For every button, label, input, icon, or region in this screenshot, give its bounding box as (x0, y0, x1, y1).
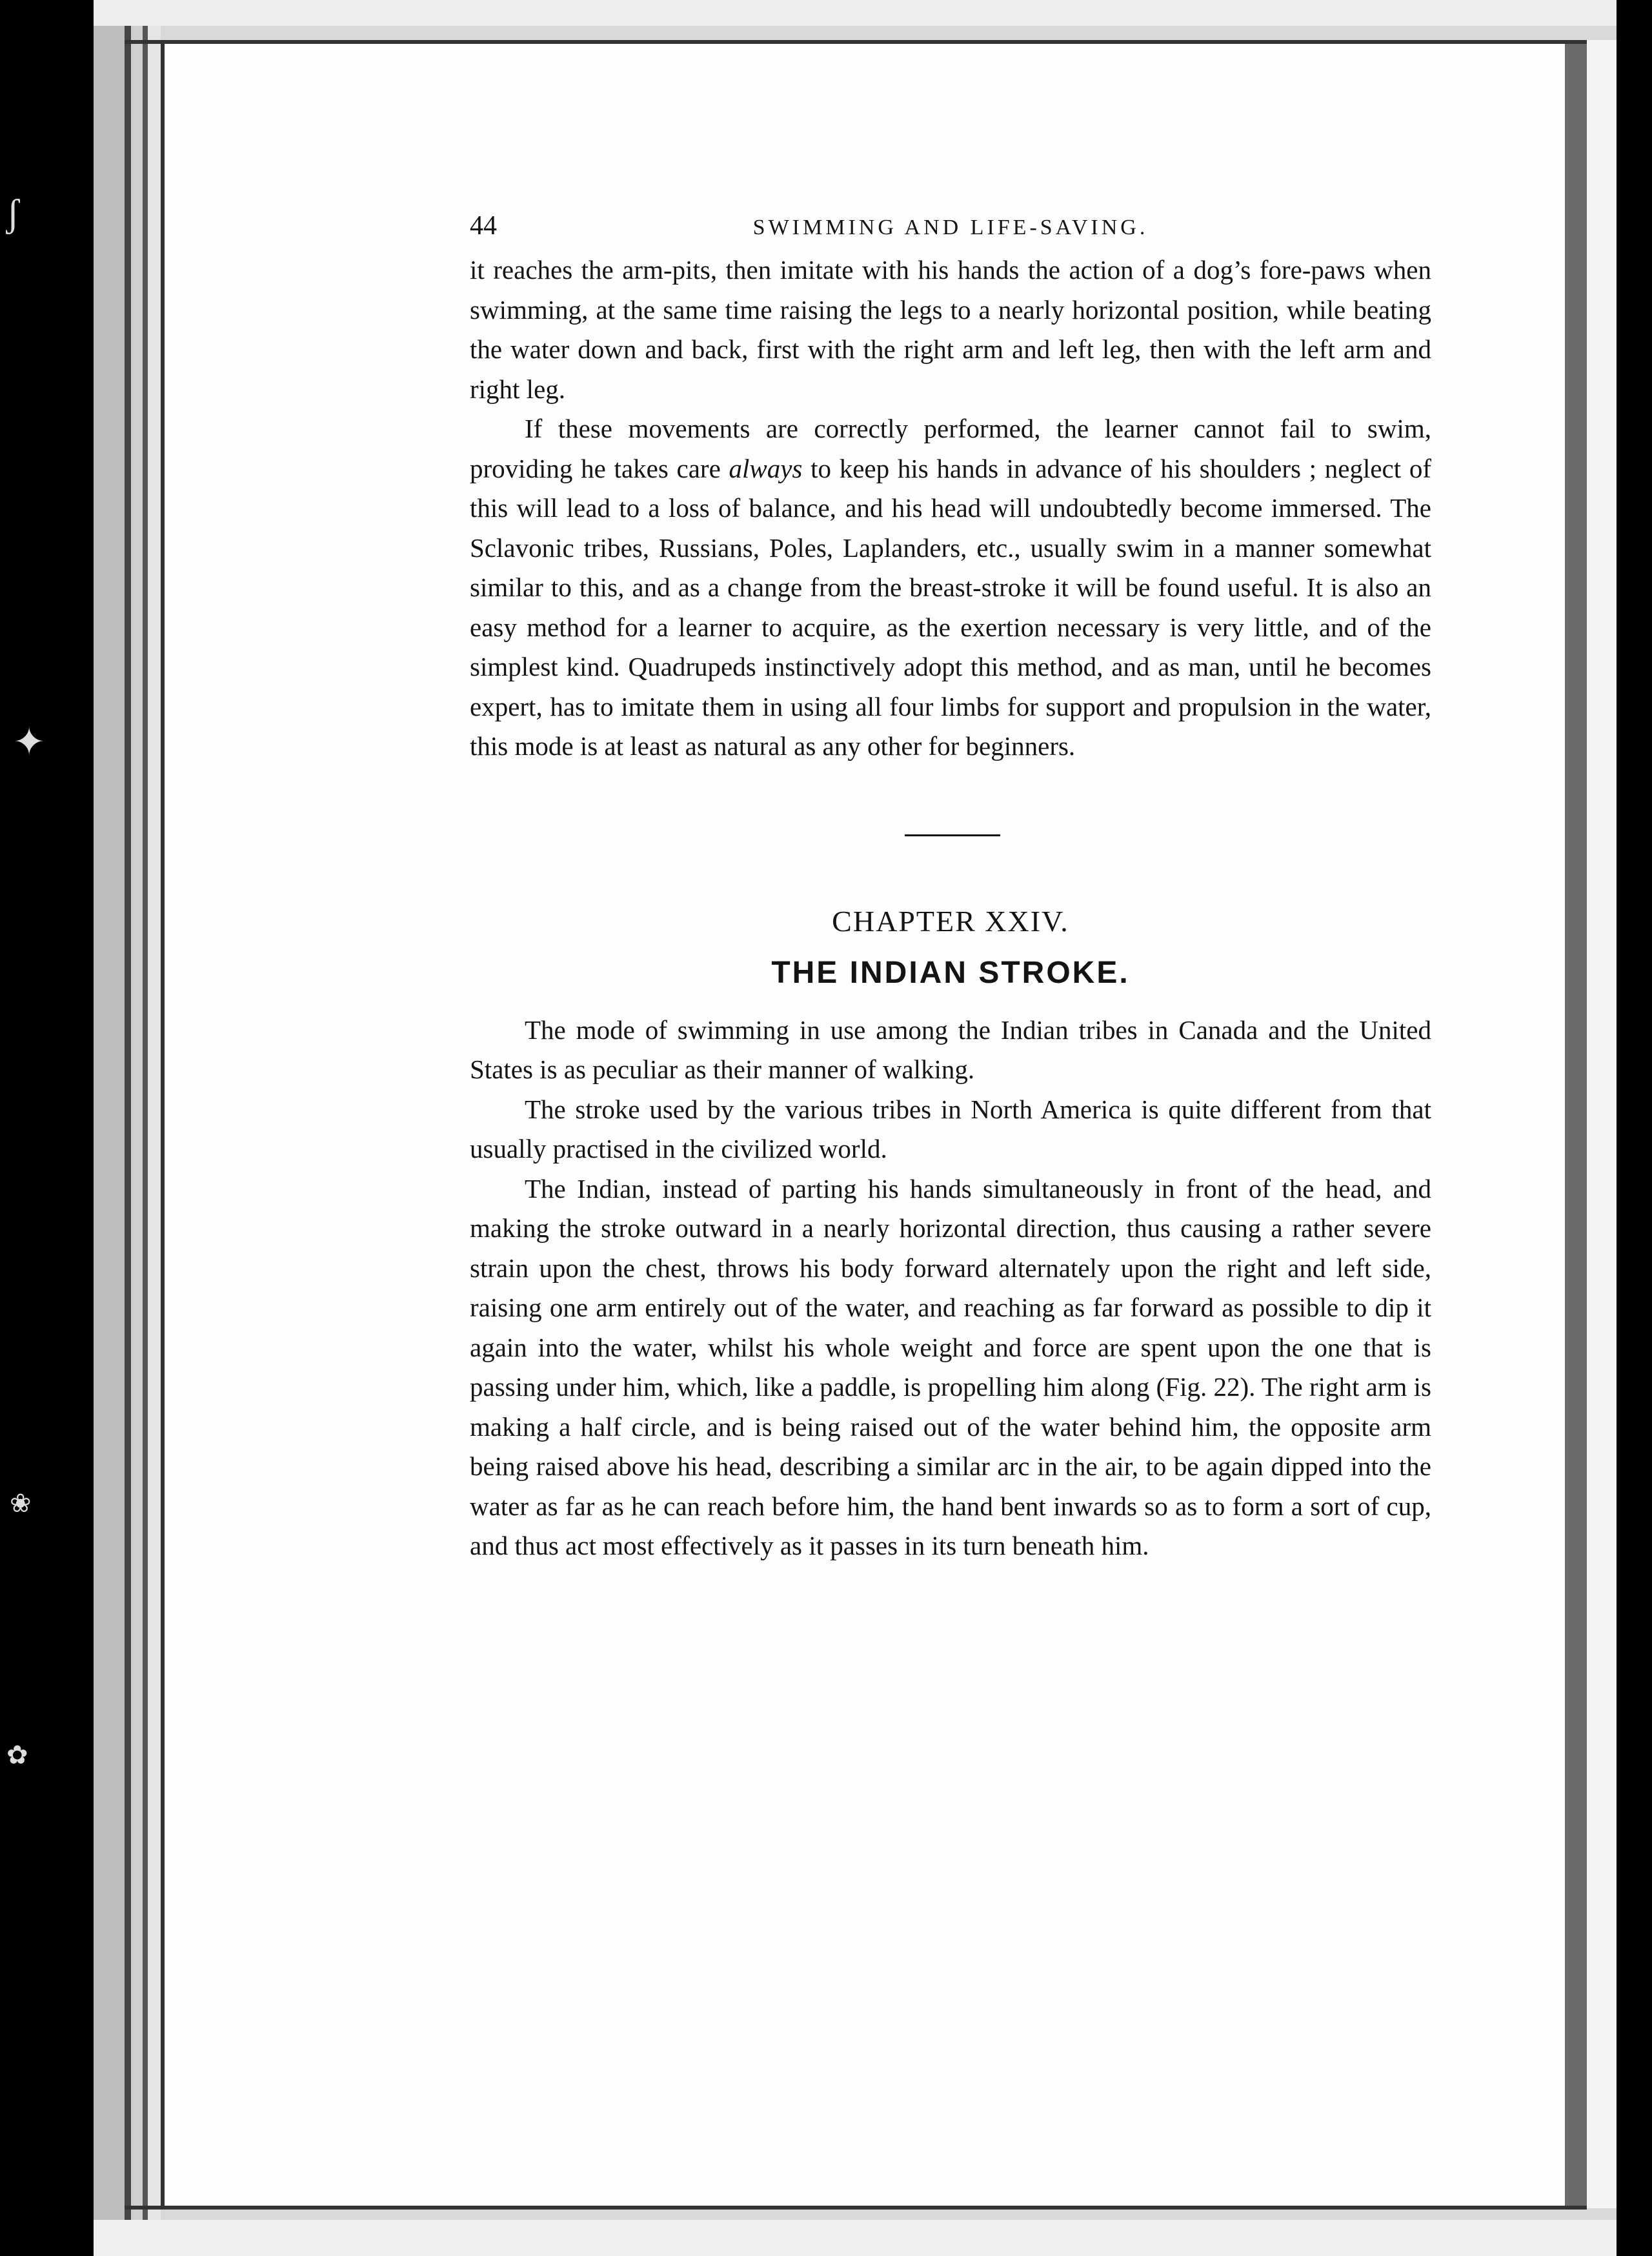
page-number: 44 (470, 211, 497, 241)
paragraph: The stroke used by the various tribes in North America is quite different from that usually practised in the civilized world. (470, 1094, 1431, 1163)
paragraph (470, 409, 1431, 767)
chapter-title: THE INDIAN STROKE. (771, 955, 1130, 990)
page-stack-edge (131, 26, 143, 2220)
running-title: SWIMMING AND LIFE-SAVING. (752, 216, 1149, 239)
scan-artifact: ❀ (10, 1489, 32, 1518)
chapter-number: CHAPTER XXIV. (832, 904, 1069, 938)
paragraph-text: If these movements are correctly performed, the learner cannot fail to swim, providing he takes care (470, 414, 1431, 483)
running-head (470, 206, 1431, 245)
facing-page-edge (1587, 40, 1617, 2208)
paragraph: The mode of swimming in use among the Indian tribes in Canada and the United States is as peculiar as their manner of walking. (470, 1014, 1431, 1084)
page-stack-edge (143, 26, 148, 2220)
scan-artifact: ✦ (13, 721, 46, 763)
page-border-bottom (125, 2206, 1587, 2210)
scan-artifact: ✿ (6, 1740, 28, 1769)
page-stack-edge (148, 26, 161, 2220)
paragraph: it reaches the arm-pits, then imitate with his hands the action of a dog’s fore-paws when swimming, at the same time raising the legs to a nearly horizontal position, while beating the water down and back, first with the right arm and left leg, then with the left arm and right leg. (470, 255, 1431, 404)
page-stack-edge (94, 26, 125, 2220)
scan-top-strip (94, 0, 1617, 26)
page-content (470, 206, 1431, 1566)
paragraph: The Indian, instead of parting his hands simultaneously in front of the head, and making the stroke outward in a nearly horizontal direction, thus causing a rather severe strain upon the chest, throws his body forward alternately upon the right and left side, raising one arm entirely out of the water, and reaching as far forward as possible to dip it again into the water, whilst his whole weight and force are spent upon the one that is passing under him, which, like a paddle, is propelling him along (Fig. 22). The right arm is making a half circle, and is being raised out of the water behind him, the opposite arm being raised above his head, describing a similar arc in the air, to be again dipped into the water as far as he can reach before him, the hand bent inwards so as to form a sort of cup, and thus act most effectively as it passes in its turn beneath him. (470, 1173, 1431, 1560)
section-divider (470, 767, 1431, 896)
scan-bottom-strip (94, 2220, 1617, 2256)
binding-shadow (1561, 40, 1587, 2208)
emphasis-text: always (729, 453, 803, 483)
divider-rule (905, 834, 1000, 836)
page-border-top (125, 40, 1587, 44)
paragraph-text: to keep his hands in advance of his shoulders ; neglect of this will lead to a loss of balance, and his head will undoubtedly become immersed. The Sclavonic tribes, Russians, Poles, Laplanders, etc., usually swim in a manner somewhat similar to this, and as a change from the breast-stroke it will be found useful. It is also an easy method for a learner to acquire, as the exertion necessary is very little, and of the simplest kind. Quadrupeds instinctively adopt this method, and as man, until he becomes expert, has to imitate them in using all four limbs for support and propulsion in the water, this mode is at least as natural as any other for beginners. (470, 453, 1431, 761)
page-stack-edge (125, 26, 131, 2220)
scan-artifact: ʃ (6, 192, 19, 234)
